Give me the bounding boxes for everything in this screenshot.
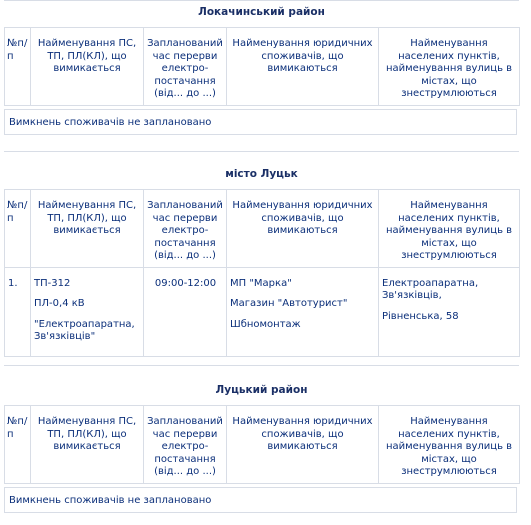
col-header-locations: Найменування населених пунктів, найменування вулиць в містах, що знеструмлюються <box>379 406 520 484</box>
location-line: Електроапаратна, Зв'язківців, <box>382 277 479 301</box>
row-time: 09:00-12:00 <box>144 267 227 356</box>
col-header-locations: Найменування населених пунктів, найменування вулиць в містах, що знеструмлюються <box>379 190 520 268</box>
schedule-table <box>4 189 520 357</box>
row-object <box>31 267 144 356</box>
col-header-object: Найменування ПС, ТП, ПЛ(КЛ), що вимикається <box>31 28 144 106</box>
row-locations <box>379 267 520 356</box>
col-header-consumers: Найменування юридичних споживачів, що вимикаються <box>227 28 379 106</box>
col-header-number: №п/п <box>5 190 31 268</box>
section-title: Локачинський район <box>198 6 325 18</box>
no-outages-note: Вимкнень споживачів не заплановано <box>4 487 517 513</box>
row-consumers <box>227 267 379 356</box>
table-row <box>5 267 520 356</box>
header-row <box>5 406 520 484</box>
schedule-table <box>4 405 520 484</box>
col-header-number: №п/п <box>5 28 31 106</box>
object-line: ПЛ-0,4 кВ <box>34 298 85 309</box>
section-title: Луцький район <box>215 384 308 396</box>
col-header-time: Запланований час перерви електро-постачання (від... до ...) <box>144 190 227 268</box>
object-line: "Електроапаратна, Зв'язківців" <box>34 318 135 342</box>
col-header-number: №п/п <box>5 406 31 484</box>
schedule-table <box>4 27 520 106</box>
consumer-line: МП "Марка" <box>230 277 292 289</box>
header-row <box>5 190 520 268</box>
col-header-object: Найменування ПС, ТП, ПЛ(КЛ), що вимикається <box>31 190 144 268</box>
col-header-consumers: Найменування юридичних споживачів, що вимикаються <box>227 190 379 268</box>
header-row <box>5 28 520 106</box>
location-line: Рівненська, 58 <box>382 310 459 322</box>
section-title: місто Луцьк <box>225 168 298 180</box>
consumer-line: Магазин "Автотурист" <box>230 298 348 309</box>
col-header-locations: Найменування населених пунктів, найменування вулиць в містах, що знеструмлюються <box>379 28 520 106</box>
col-header-consumers: Найменування юридичних споживачів, що вимикаються <box>227 406 379 484</box>
col-header-object: Найменування ПС, ТП, ПЛ(КЛ), що вимикається <box>31 406 144 484</box>
col-header-time: Запланований час перерви електро-постачання (від... до ...) <box>144 406 227 484</box>
consumer-line: Шбномонтаж <box>230 318 301 330</box>
no-outages-note: Вимкнень споживачів не заплановано <box>4 109 517 135</box>
row-number: 1. <box>5 267 31 356</box>
object-line: ТП-312 <box>34 277 71 289</box>
col-header-time: Запланований час перерви електро-постачання (від... до ...) <box>144 28 227 106</box>
